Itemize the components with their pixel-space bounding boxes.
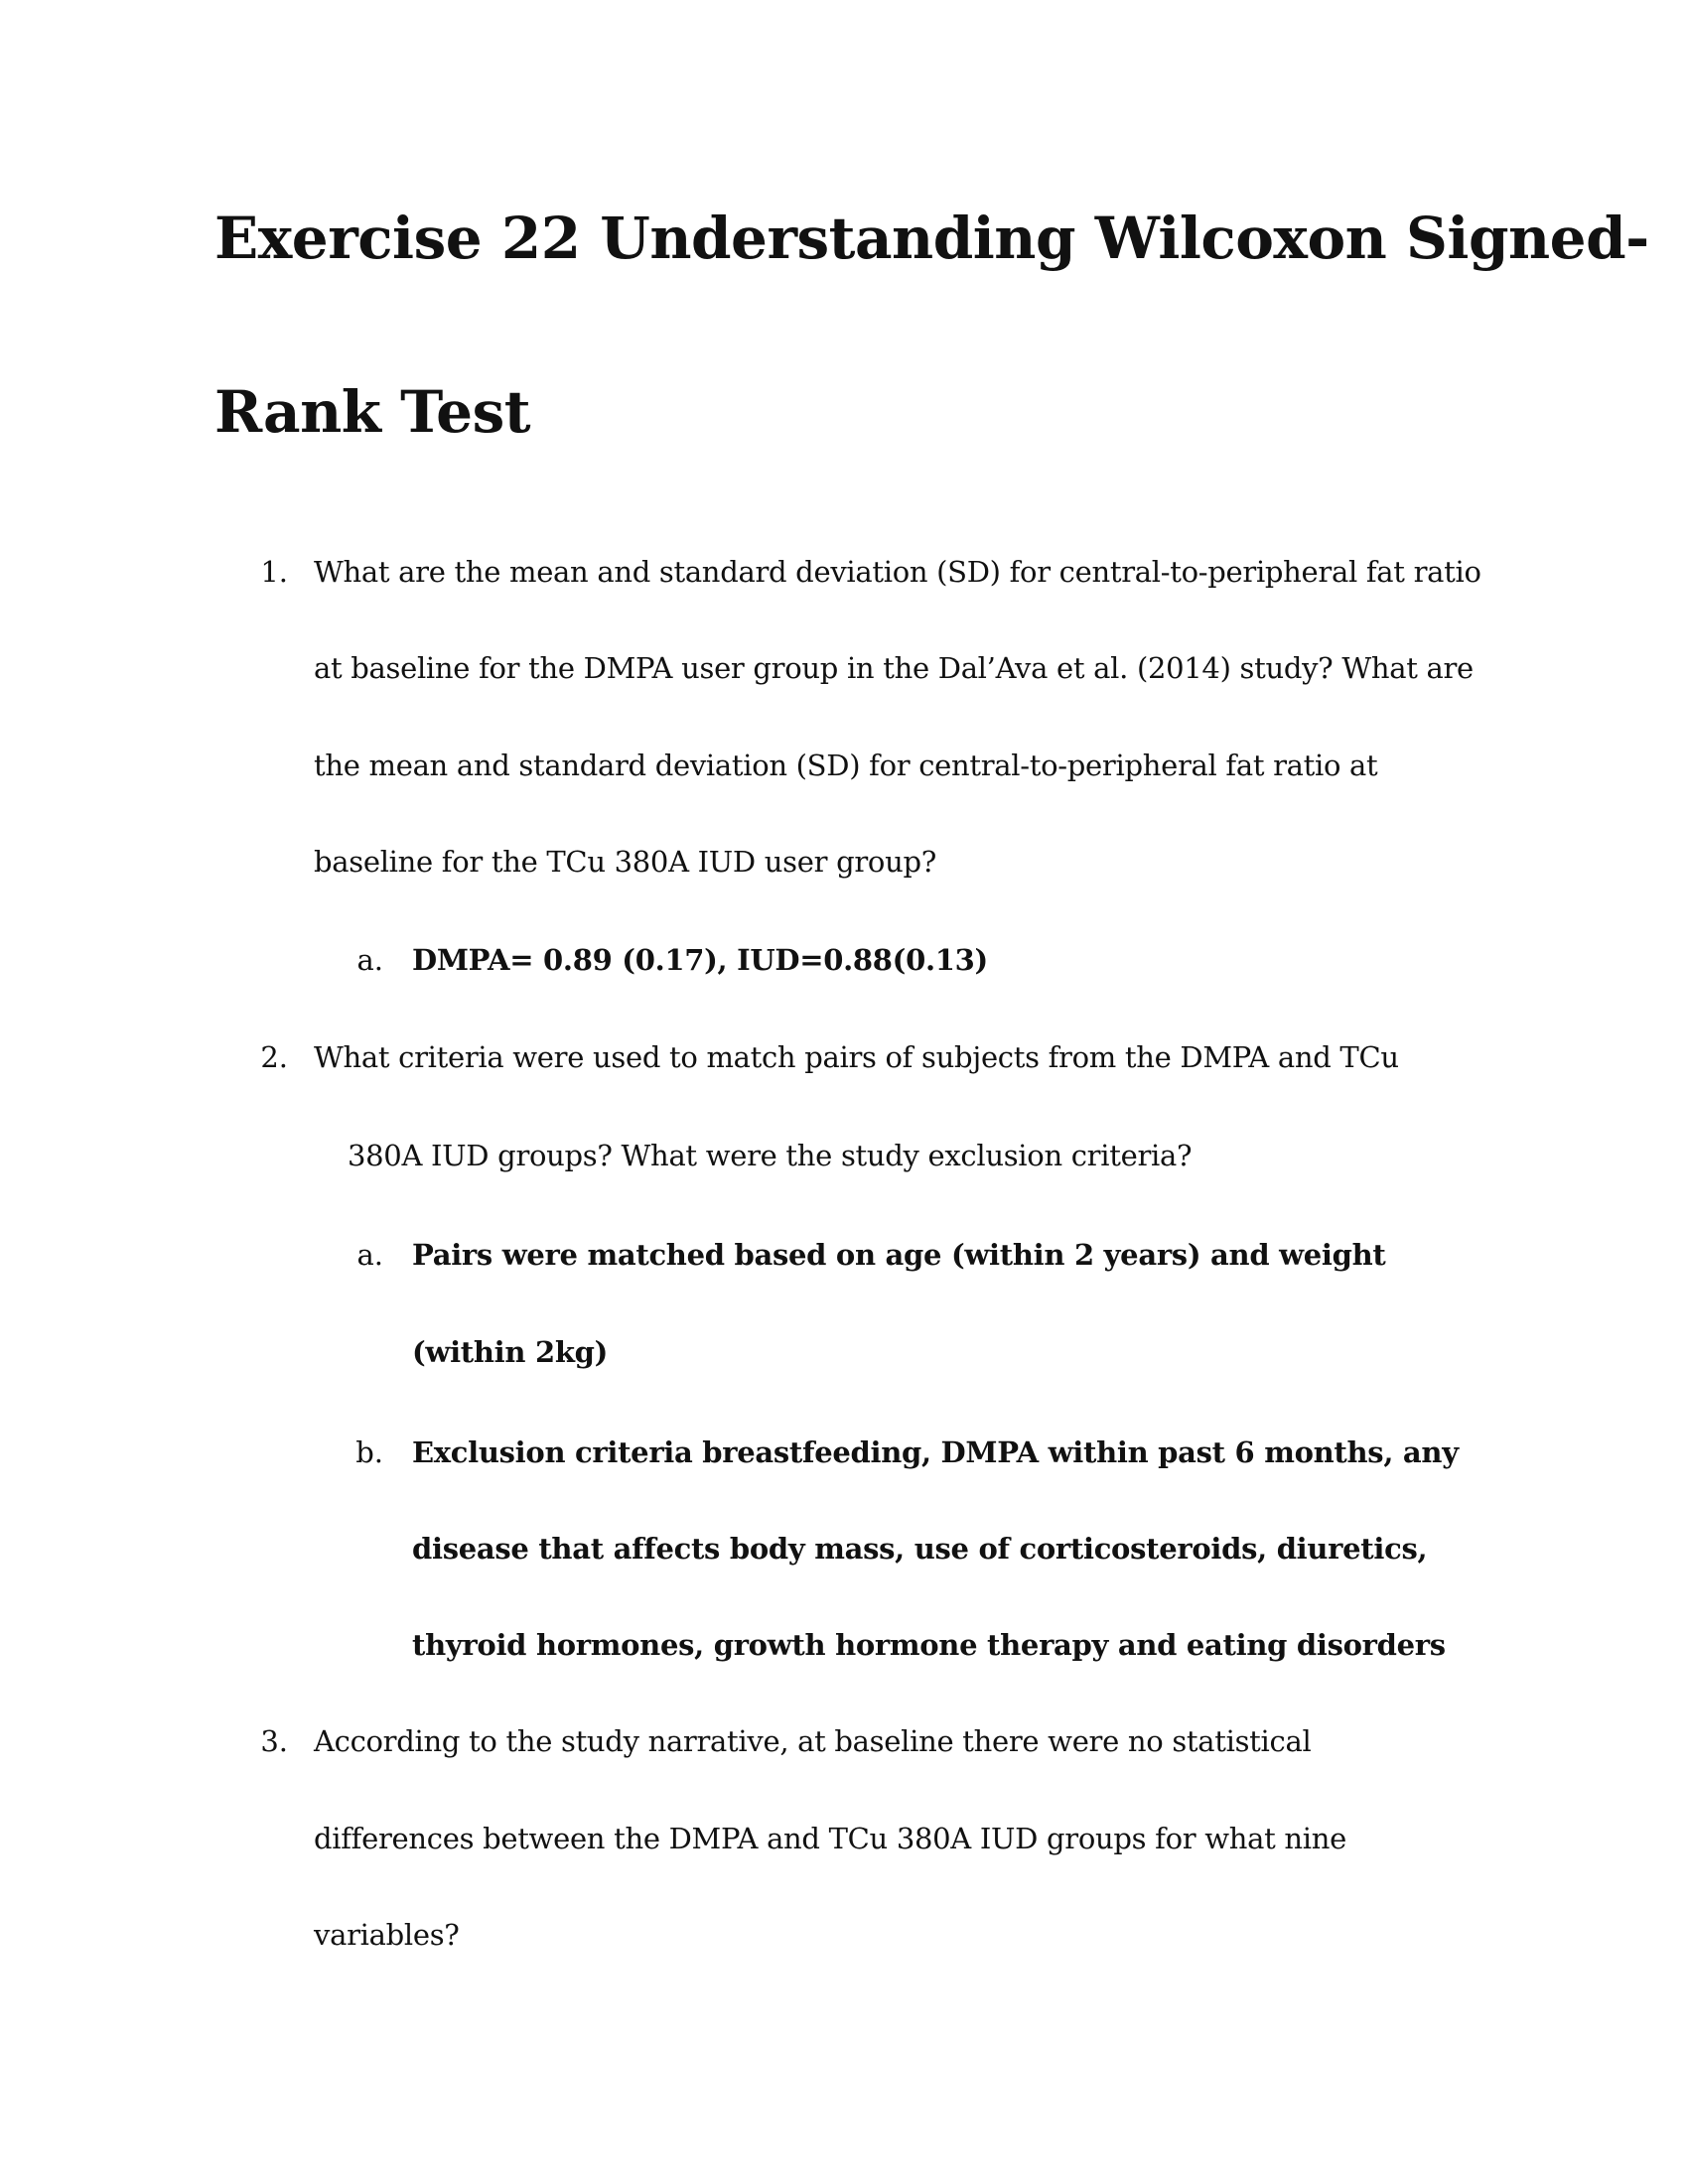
page-title-line-2: Rank Test: [214, 378, 531, 446]
question-number: 3.: [260, 1724, 288, 1758]
question-text-line: What criteria were used to match pairs of subjects from the DMPA and TCu: [314, 1040, 1399, 1074]
question-text-line: 380A IUD groups? What were the study exclusion criteria?: [348, 1139, 1193, 1172]
question-text-line: According to the study narrative, at baseline there were no statistical: [314, 1724, 1312, 1758]
question-text-line: What are the mean and standard deviation (SD) for central-to-peripheral fat ratio: [314, 555, 1481, 589]
answer-text-line: Pairs were matched based on age (within 2 years) and weight: [412, 1238, 1386, 1272]
answer-text-line: Exclusion criteria breastfeeding, DMPA within past 6 months, any: [412, 1435, 1459, 1469]
question-text-line: differences between the DMPA and TCu 380A IUD groups for what nine: [314, 1822, 1346, 1855]
question-number: 2.: [260, 1040, 288, 1074]
answer-marker: a.: [356, 1238, 383, 1272]
answer-text-line: (within 2kg): [412, 1335, 609, 1369]
answer-text-line: thyroid hormones, growth hormone therapy and eating disorders: [412, 1628, 1446, 1662]
question-text-line: baseline for the TCu 380A IUD user group?: [314, 845, 936, 879]
answer-text-line: DMPA= 0.89 (0.17), IUD=0.88(0.13): [412, 943, 988, 977]
question-number: 1.: [260, 555, 288, 589]
page-title-line-1: Exercise 22 Understanding Wilcoxon Signed-: [214, 205, 1649, 272]
answer-marker: b.: [355, 1435, 383, 1469]
question-text-line: at baseline for the DMPA user group in the Dal’Ava et al. (2014) study? What are: [314, 651, 1474, 685]
answer-marker: a.: [356, 943, 383, 977]
answer-text-line: disease that affects body mass, use of corticosteroids, diuretics,: [412, 1532, 1428, 1566]
question-text-line: the mean and standard deviation (SD) for central-to-peripheral fat ratio at: [314, 749, 1378, 782]
question-text-line: variables?: [314, 1918, 460, 1952]
